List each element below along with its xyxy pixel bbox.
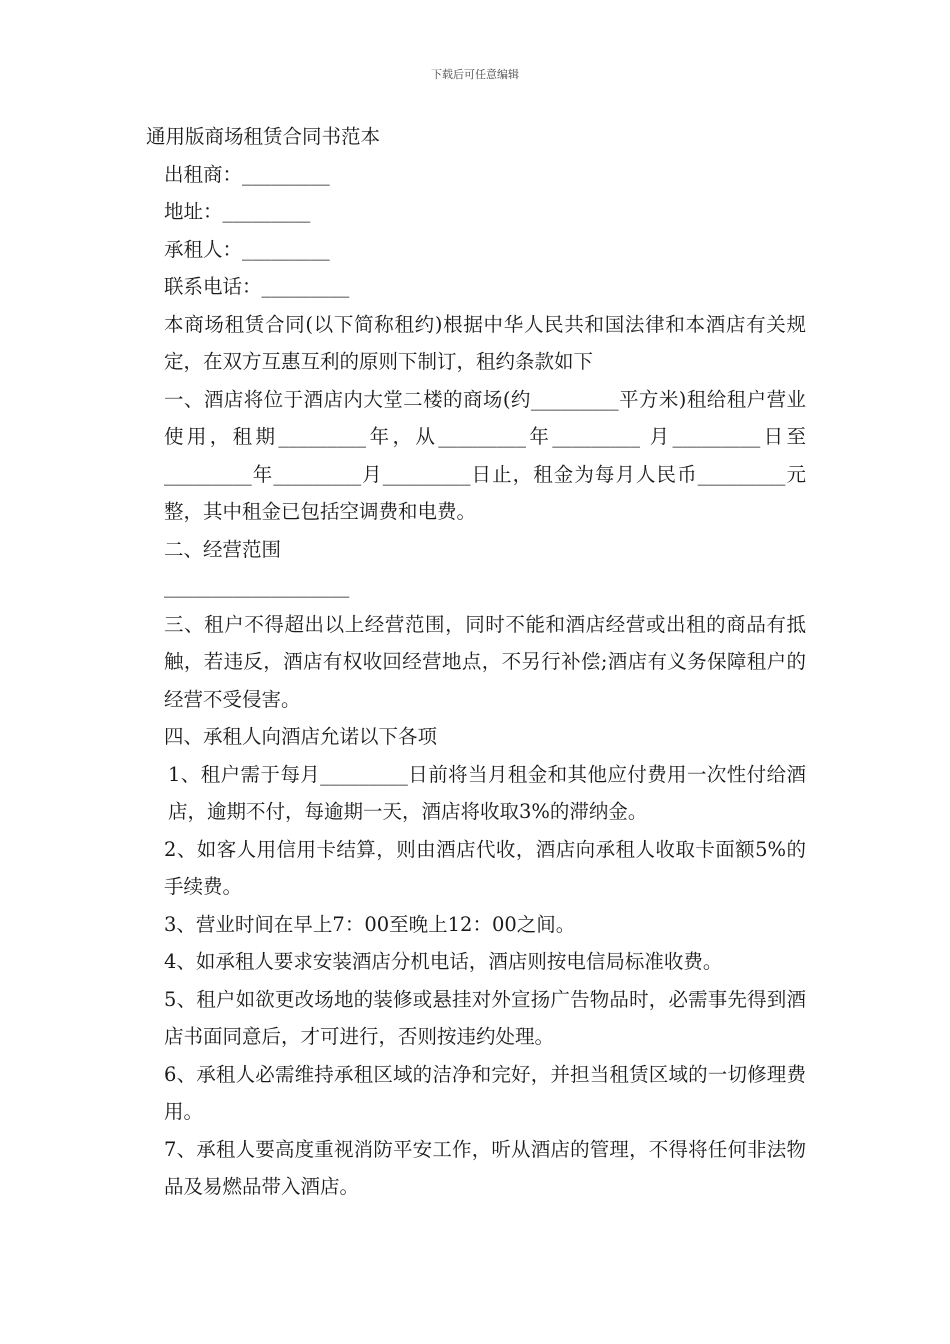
item-3: 3、营业时间在早上7：00至晚上12：00之间。 [164, 912, 576, 936]
clause-2-heading: 二、经营范围 [164, 537, 282, 561]
business-scope-blank: ___________________ [164, 575, 350, 598]
clause-4-heading: 四、承租人向酒店允诺以下各项 [164, 725, 438, 748]
item-4: 4、如承租人要求安装酒店分机电话，酒店则按电信局标准收费。 [164, 950, 723, 973]
contract-body [146, 118, 806, 1206]
lessor-line: 出租商：_________ [164, 162, 330, 186]
page-header: 下载后可任意编辑 [431, 68, 519, 81]
clause-3: 三、租户不得超出以上经营范围，同时不能和酒店经营或出租的商品有抵触，若违反，酒店有权收回经营地点，不另行补偿;酒店有义务保障租户的经营不受侵害。 [164, 612, 806, 711]
address-line: 地址：_________ [164, 200, 311, 223]
item-5: 5、租户如欲更改场地的装修或悬挂对外宣扬广告物品时，必需事先得到酒店书面同意后，才可进行，否则按违约处理。 [164, 987, 806, 1048]
intro-paragraph: 本商场租赁合同(以下简称租约)根据中华人民共和国法律和本酒店有关规定，在双方互惠互利的原则下制订，租约条款如下 [164, 312, 806, 373]
item-1: 1、租户需于每月_________日前将当月租金和其他应付费用一次性付给酒店，逾期不付，每逾期一天，酒店将收取3%的滞纳金。 [168, 762, 806, 823]
item-7: 7、承租人要高度重视消防平安工作，听从酒店的管理，不得将任何非法物品及易燃品带入酒店。 [164, 1137, 806, 1198]
item-6: 6、承租人必需维持承租区域的洁净和完好，并担当租赁区域的一切修理费用。 [164, 1062, 806, 1123]
phone-line: 联系电话：_________ [164, 275, 350, 298]
clause-1: 一、酒店将位于酒店内大堂二楼的商场(约_________平方米)租给租户营业使用，租期_________年，从_________年_________ 月_________日至_________年_________月_________日止，租金为每月人民币_________元整，其中租金已包括空调费和电费。 [164, 387, 806, 523]
document-title: 通用版商场租赁合同书范本 [146, 125, 381, 148]
lessee-line: 承租人：_________ [164, 237, 330, 261]
item-2: 2、如客人用信用卡结算，则由酒店代收，酒店向承租人收取卡面额5%的手续费。 [164, 837, 806, 898]
